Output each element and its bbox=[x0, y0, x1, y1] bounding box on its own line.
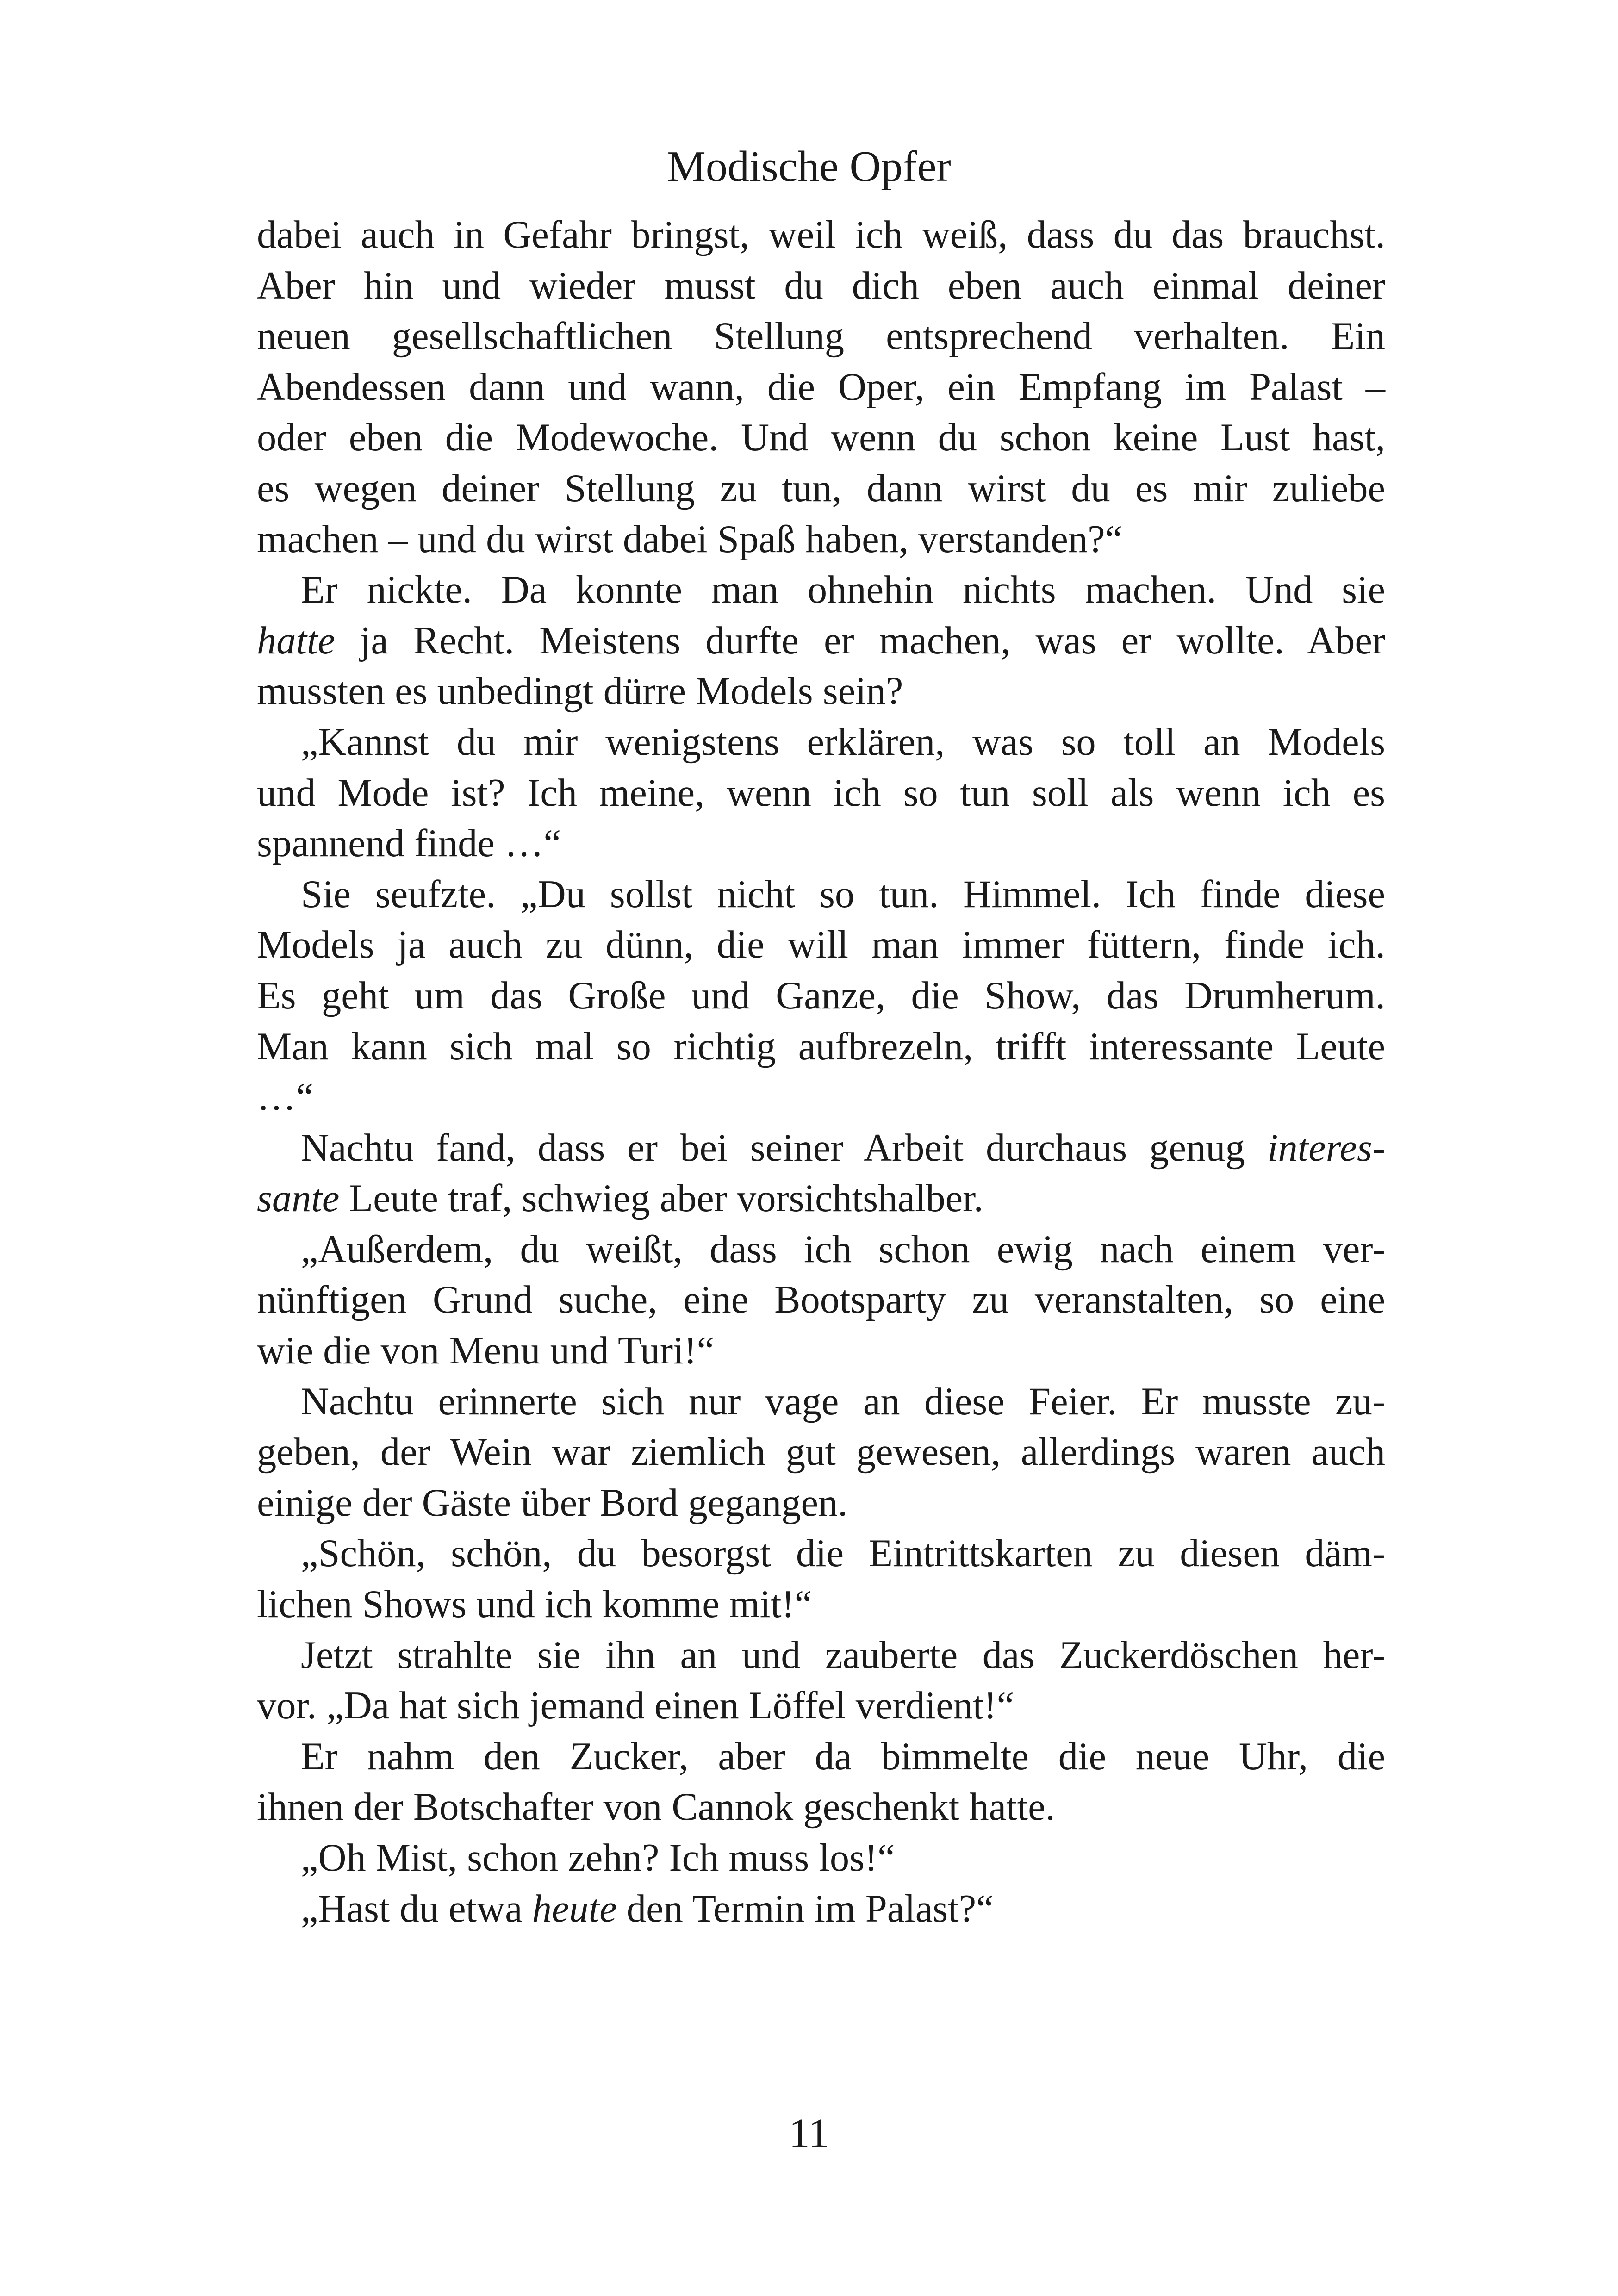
running-header: Modische Opfer bbox=[667, 143, 951, 191]
text-line bbox=[257, 1173, 1385, 1224]
text-segment: Nachtu fand, dass er bei seiner Arbeit durchaus genug bbox=[301, 1126, 1267, 1170]
text-line: machen – und du wirst dabei Spaß haben, verstanden?“ bbox=[257, 517, 1123, 561]
text-line: „Außerdem, du weißt, dass ich schon ewig nach einem ver- bbox=[301, 1227, 1385, 1271]
text-line: Abendessen dann und wann, die Oper, ein Empfang im Palast – bbox=[257, 365, 1385, 409]
text-line bbox=[257, 1123, 1385, 1174]
text-line: Er nickte. Da konnte man ohnehin nichts machen. Und sie bbox=[301, 568, 1385, 612]
text-line: es wegen deiner Stellung zu tun, dann wirst du es mir zuliebe bbox=[257, 467, 1385, 510]
text-line: nünftigen Grund suche, eine Bootsparty zu veranstalten, so eine bbox=[257, 1278, 1385, 1322]
text-line: neuen gesellschaftlichen Stellung entsprechend verhalten. Ein bbox=[257, 315, 1385, 358]
text-line: spannend finde …“ bbox=[257, 822, 561, 865]
italic-emphasis: heute bbox=[532, 1887, 617, 1930]
italic-emphasis: interes- bbox=[1267, 1126, 1385, 1170]
text-segment: den Termin im Palast?“ bbox=[616, 1887, 994, 1930]
text-line: ihnen der Botschafter von Cannok geschenkt hatte. bbox=[257, 1786, 1055, 1829]
text-line: vor. „Da hat sich jemand einen Löffel verdient!“ bbox=[257, 1684, 1014, 1728]
page-number: 11 bbox=[789, 2110, 829, 2156]
text-line: lichen Shows und ich komme mit!“ bbox=[257, 1583, 812, 1626]
text-segment: „Hast du etwa bbox=[301, 1887, 532, 1930]
text-line: und Mode ist? Ich meine, wenn ich so tun soll als wenn ich es bbox=[257, 771, 1385, 815]
text-line: „Schön, schön, du besorgst die Eintrittskarten zu diesen däm- bbox=[301, 1532, 1385, 1575]
text-line: Man kann sich mal so richtig aufbrezeln, trifft interessante Leute bbox=[257, 1025, 1385, 1068]
text-line: geben, der Wein war ziemlich gut gewesen, allerdings waren auch bbox=[257, 1431, 1385, 1474]
text-line: dabei auch in Gefahr bringst, weil ich weiß, dass du das brauchst. bbox=[257, 213, 1385, 256]
text-segment: ja Recht. Meistens durfte er machen, was er wollte. Aber bbox=[335, 619, 1385, 662]
text-line: Es geht um das Große und Ganze, die Show, das Drumherum. bbox=[257, 974, 1385, 1017]
text-line: Er nahm den Zucker, aber da bimmelte die neue Uhr, die bbox=[301, 1735, 1385, 1778]
text-line bbox=[257, 1884, 1385, 1935]
text-line: Models ja auch zu dünn, die will man immer füttern, finde ich. bbox=[257, 923, 1385, 967]
text-line: „Oh Mist, schon zehn? Ich muss los!“ bbox=[301, 1836, 895, 1879]
italic-emphasis: sante bbox=[257, 1177, 340, 1220]
text-line: Sie seufzte. „Du sollst nicht so tun. Himmel. Ich finde diese bbox=[301, 872, 1385, 916]
text-line bbox=[257, 616, 1385, 666]
text-line: „Kannst du mir wenigstens erklären, was so toll an Models bbox=[301, 720, 1385, 764]
text-segment: Leute traf, schwieg aber vorsichtshalber. bbox=[339, 1177, 983, 1220]
text-line: einige der Gäste über Bord gegangen. bbox=[257, 1481, 848, 1524]
italic-emphasis: hatte bbox=[257, 619, 335, 662]
text-line: Jetzt strahlte sie ihn an und zauberte das Zuckerdöschen her- bbox=[301, 1633, 1385, 1677]
text-line: Nachtu erinnerte sich nur vage an diese Feier. Er musste zu- bbox=[301, 1380, 1385, 1423]
text-line: wie die von Menu und Turi!“ bbox=[257, 1329, 715, 1373]
text-line: …“ bbox=[257, 1076, 314, 1119]
body-text bbox=[257, 210, 1385, 1934]
text-line: mussten es unbedingt dürre Models sein? bbox=[257, 670, 903, 713]
text-line: Aber hin und wieder musst du dich eben auch einmal deiner bbox=[257, 264, 1385, 307]
text-line: oder eben die Modewoche. Und wenn du schon keine Lust hast, bbox=[257, 416, 1385, 460]
